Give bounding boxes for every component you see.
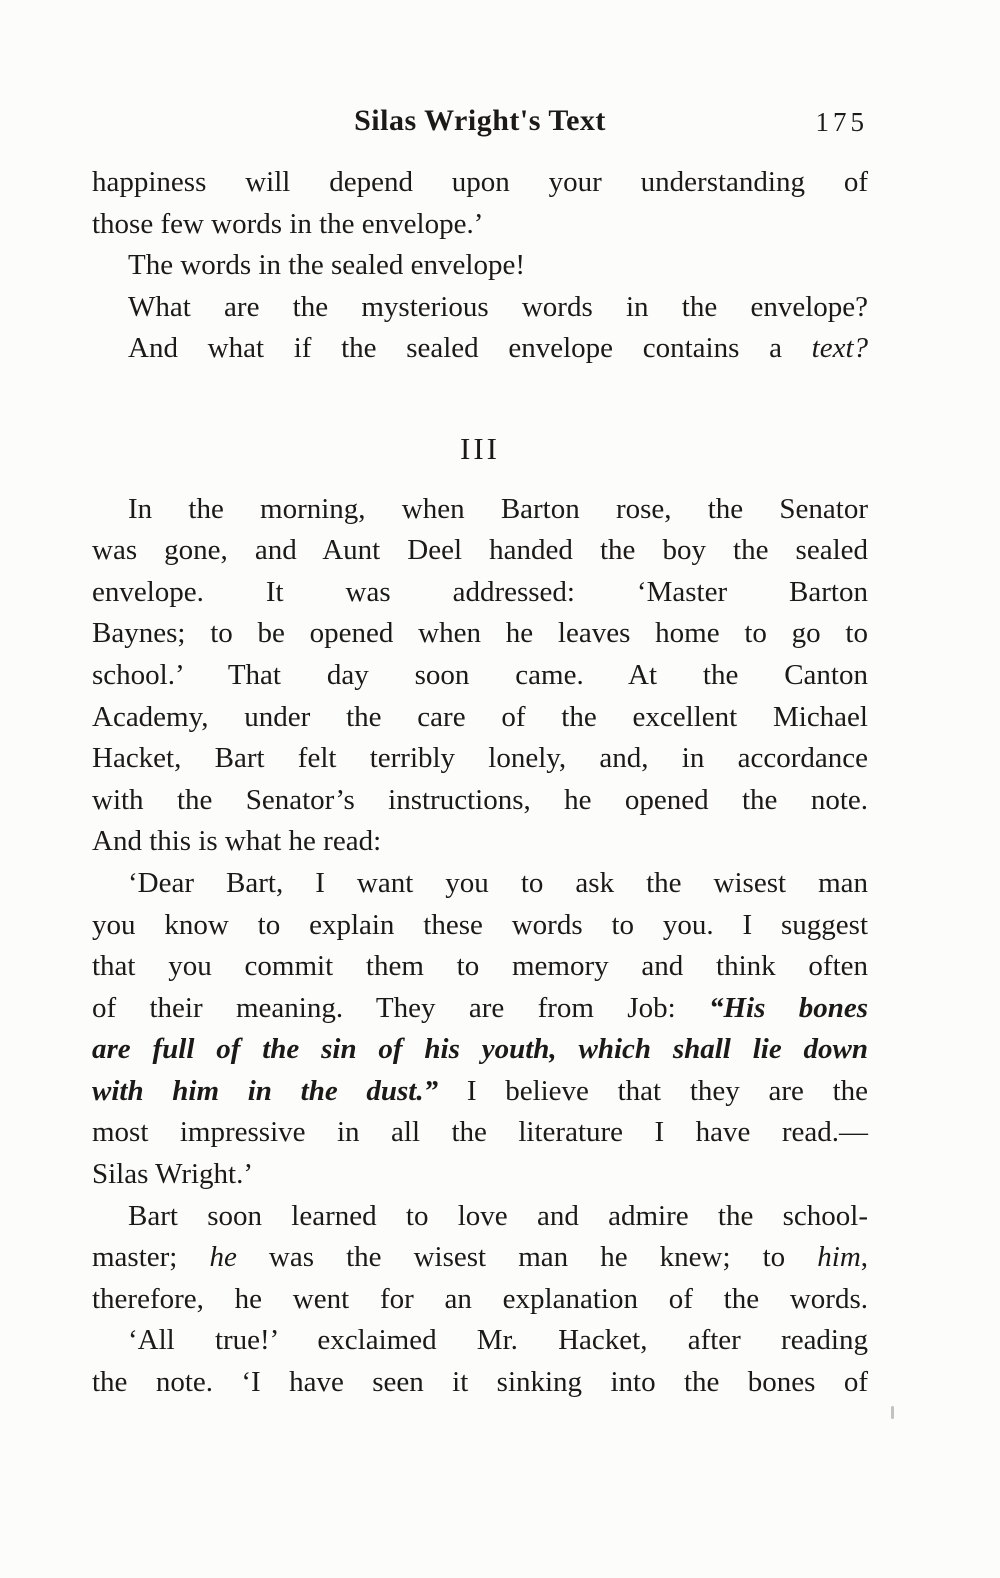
text-segment: Hacket, Bart felt terribly lonely, and, in accordance: [92, 742, 868, 775]
text-line: [92, 1362, 868, 1404]
text-line: [92, 905, 868, 947]
text-line: [92, 572, 868, 614]
text-segment: I believe that they are the: [438, 1074, 868, 1107]
paragraph: [92, 245, 868, 287]
text-line: [92, 204, 868, 246]
text-line: [92, 1196, 868, 1238]
text-segment: most impressive in all the literature I have read.—: [92, 1116, 868, 1149]
text-line: [92, 287, 868, 329]
text-line: [92, 530, 868, 572]
text-segment: Baynes; to be opened when he leaves home to go to: [92, 617, 868, 650]
text-line: [92, 1029, 868, 1071]
text-line: [92, 1071, 868, 1113]
paragraph: [92, 1320, 868, 1403]
text-segment: ‘Dear Bart, I want you to ask the wisest man: [128, 866, 868, 899]
text-line: [92, 1154, 868, 1196]
running-title: Silas Wright's Text: [354, 104, 606, 137]
text-line: [92, 613, 868, 655]
text-line: [92, 780, 868, 822]
text-line: [92, 946, 868, 988]
text-segment: those few words in the envelope.’: [92, 207, 484, 240]
text-line: [92, 1112, 868, 1154]
text-line: [92, 655, 868, 697]
italic-text-segment: he: [209, 1241, 237, 1274]
italic-text-segment: with him in the dust.”: [92, 1074, 439, 1107]
text-segment: The words in the sealed envelope!: [128, 249, 525, 282]
text-segment: of their meaning. They are from Job:: [92, 991, 709, 1024]
text-line: [92, 988, 868, 1030]
text-segment: was gone, and Aunt Deel handed the boy the sealed: [92, 534, 868, 567]
page-body: [92, 162, 868, 1404]
italic-text-segment: him: [817, 1241, 861, 1274]
text-line: [92, 489, 868, 531]
page-header: [92, 104, 868, 162]
section-heading: III: [460, 430, 500, 466]
text-segment: therefore, he went for an explanation of the words.: [92, 1282, 868, 1315]
text-line: [92, 738, 868, 780]
text-segment: school.’ That day soon came. At the Canton: [92, 658, 868, 691]
text-segment: And this is what he read:: [92, 825, 382, 858]
text-line: [92, 697, 868, 739]
paragraph: [92, 287, 868, 329]
paragraph: [92, 489, 868, 863]
paragraph: [92, 863, 868, 1196]
text-segment: was the wisest man he knew; to: [236, 1241, 818, 1274]
paragraph: [92, 328, 868, 370]
text-segment: Bart soon learned to love and admire the school-: [128, 1199, 868, 1232]
text-segment: And what if the sealed envelope contains a: [128, 332, 812, 365]
text-segment: you know to explain these words to you. I suggest: [92, 908, 868, 941]
text-segment: ‘All true!’ exclaimed Mr. Hacket, after reading: [128, 1324, 868, 1357]
italic-text-segment: text?: [811, 332, 868, 365]
paragraph: [92, 162, 868, 245]
text-segment: happiness will depend upon your understanding of: [92, 166, 868, 198]
italic-text-segment: “His bones: [708, 991, 868, 1024]
text-line: [92, 1237, 868, 1279]
text-segment: with the Senator’s instructions, he opened the note.: [92, 783, 868, 816]
text-segment: that you commit them to memory and think often: [92, 950, 868, 983]
text-line: [92, 328, 868, 370]
italic-text-segment: are full of the sin of his youth, which shall lie down: [92, 1033, 868, 1066]
scan-artifact-mark: [891, 1406, 894, 1419]
text-segment: envelope. It was addressed: ‘Master Barton: [92, 575, 868, 608]
text-line: [92, 162, 868, 204]
text-segment: What are the mysterious words in the envelope?: [128, 290, 868, 323]
text-column: [92, 104, 868, 1404]
text-line: [92, 863, 868, 905]
text-segment: the note. ‘I have seen it sinking into the bones of: [92, 1366, 868, 1399]
text-segment: ,: [860, 1241, 869, 1274]
text-segment: Silas Wright.’: [92, 1158, 254, 1191]
paragraph: [92, 1196, 868, 1321]
text-line: [92, 821, 868, 863]
text-segment: Academy, under the care of the excellent Michael: [92, 700, 868, 733]
page-number: 175: [815, 107, 868, 137]
text-segment: In the morning, when Barton rose, the Senator: [128, 492, 868, 525]
text-line: [92, 245, 868, 287]
text-segment: master;: [92, 1241, 210, 1274]
text-line: [92, 1279, 868, 1321]
text-line: [92, 1320, 868, 1362]
